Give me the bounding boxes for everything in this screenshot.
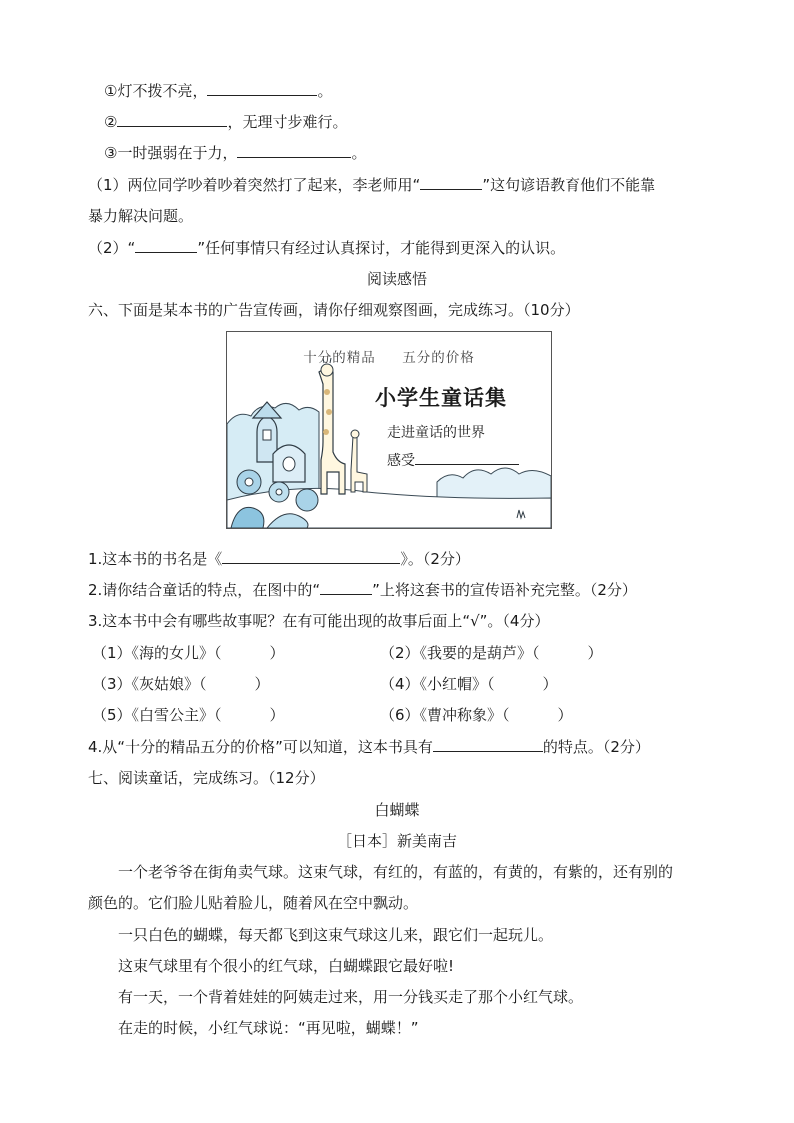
story-option-5[interactable] xyxy=(92,704,285,726)
idiom-item-2-text: ② xyxy=(104,113,118,131)
story-option-1-close: ） xyxy=(269,644,285,662)
book-title-blank[interactable] xyxy=(222,549,400,564)
idiom-item-2-blank[interactable] xyxy=(117,112,227,127)
idiom-item-3-text: ③一时强弱在于力， xyxy=(104,144,238,162)
section6-question-4-end: 的特点。（2分） xyxy=(542,738,650,756)
idiom-question-1 xyxy=(88,174,655,196)
idiom-item-1-end: 。 xyxy=(317,82,333,100)
idiom-item-1-text: ①灯不拨不亮， xyxy=(104,82,208,100)
story-option-2[interactable] xyxy=(380,642,603,664)
ad-feel-line xyxy=(387,450,519,470)
section6-heading: 六、下面是某本书的广告宣传画，请你仔细观察图画，完成练习。（10分） xyxy=(88,301,580,319)
ad-slogan xyxy=(227,346,551,366)
story-option-2-close: ） xyxy=(587,644,603,662)
section-reading-title: 阅读感悟 xyxy=(366,270,427,288)
story-option-5-label: （5）《白雪公主》（ xyxy=(92,706,222,724)
section6-question-4-text: 4.从“十分的精品五分的价格”可以知道，这本书具有 xyxy=(88,738,433,756)
section6-question-1-end: 》。（2分） xyxy=(400,550,470,568)
idiom-item-3-blank[interactable] xyxy=(237,143,351,158)
story-option-3-label: （3）《灰姑娘》（ xyxy=(92,675,207,693)
idiom-item-3-end: 。 xyxy=(351,144,367,162)
story-option-6-label: （6）《曹冲称象》（ xyxy=(380,706,510,724)
idiom-item-2 xyxy=(104,111,347,133)
idiom-question-2-text: （2）“ xyxy=(88,239,136,257)
section6-question-3: 3.这本书中会有哪些故事呢？在有可能出现的故事后面上“√”。（4分） xyxy=(88,612,550,630)
idiom-item-1 xyxy=(104,80,332,102)
story-paragraph-2: 一只白色的蝴蝶，每天都飞到这束气球这儿来，跟它们一起玩儿。 xyxy=(118,926,554,944)
idiom-question-1-cont: 暴力解决问题。 xyxy=(88,207,194,225)
story-option-3[interactable] xyxy=(92,673,270,695)
ad-slogan-right: 五分的价格 xyxy=(402,350,475,366)
idiom-question-2-blank[interactable] xyxy=(135,238,197,253)
section6-question-4 xyxy=(88,736,650,758)
section7-heading: 七、阅读童话，完成练习。（12分） xyxy=(88,769,325,787)
story-title: 白蝴蝶 xyxy=(374,801,420,819)
idiom-question-1-blank[interactable] xyxy=(420,175,482,190)
book-ad-image xyxy=(226,331,552,529)
idiom-item-3 xyxy=(104,142,366,164)
story-paragraph-4: 有一天，一个背着娃娃的阿姨走过来，用一分钱买走了那个小红气球。 xyxy=(118,988,584,1006)
story-option-4-label: （4）《小红帽》（ xyxy=(380,675,495,693)
section6-question-2-text: 2.请你结合童话的特点，在图中的“ xyxy=(88,581,321,599)
story-option-1[interactable] xyxy=(92,642,285,664)
section6-question-1-text: 1.这本书的书名是《 xyxy=(88,550,223,568)
ad-subtitle: 走进童话的世界 xyxy=(387,425,485,441)
ad-feel-blank[interactable] xyxy=(415,450,519,465)
story-option-6-close: ） xyxy=(557,706,573,724)
story-option-3-close: ） xyxy=(254,675,270,693)
idiom-question-1-end: ”这句谚语教育他们不能靠 xyxy=(482,176,656,194)
story-option-6[interactable] xyxy=(380,704,573,726)
story-paragraph-1: 一个老爷爷在街角卖气球。这束气球，有红的，有蓝的，有黄的，有紫的，还有别的 xyxy=(118,863,674,881)
idiom-question-2 xyxy=(88,237,565,259)
story-option-4-close: ） xyxy=(542,675,558,693)
story-paragraph-3: 这束气球里有个很小的红气球，白蝴蝶跟它最好啦! xyxy=(118,957,455,975)
story-author: ［日本］新美南吉 xyxy=(336,832,457,850)
idiom-item-2-end: ，无理寸步难行。 xyxy=(227,113,348,131)
story-paragraph-1-cont: 颜色的。它们脸儿贴着脸儿，随着风在空中飘动。 xyxy=(88,894,419,912)
story-option-1-label: （1）《海的女儿》（ xyxy=(92,644,222,662)
section6-question-2 xyxy=(88,579,637,601)
story-option-2-label: （2）《我要的是葫芦》（ xyxy=(380,644,540,662)
story-paragraph-5: 在走的时候，小红气球说：“再见啦，蝴蝶！” xyxy=(118,1019,419,1037)
section6-question-2-end: ”上将这套书的宣传语补充完整。（2分） xyxy=(372,581,637,599)
ad-feel-label: 感受 xyxy=(387,453,415,469)
ad-book-title: 小学生童话集 xyxy=(375,386,507,410)
section6-question-1 xyxy=(88,548,470,570)
idiom-question-1-text: （1）两位同学吵着吵着突然打了起来，李老师用“ xyxy=(88,176,421,194)
idiom-question-2-end: ”任何事情只有经过认真探讨，才能得到更深入的认识。 xyxy=(197,239,566,257)
feature-blank[interactable] xyxy=(433,737,543,752)
story-option-5-close: ） xyxy=(269,706,285,724)
story-option-4[interactable] xyxy=(380,673,558,695)
idiom-item-1-blank[interactable] xyxy=(207,81,317,96)
slogan-blank[interactable] xyxy=(320,580,372,595)
ad-slogan-left: 十分的精品 xyxy=(303,350,376,366)
